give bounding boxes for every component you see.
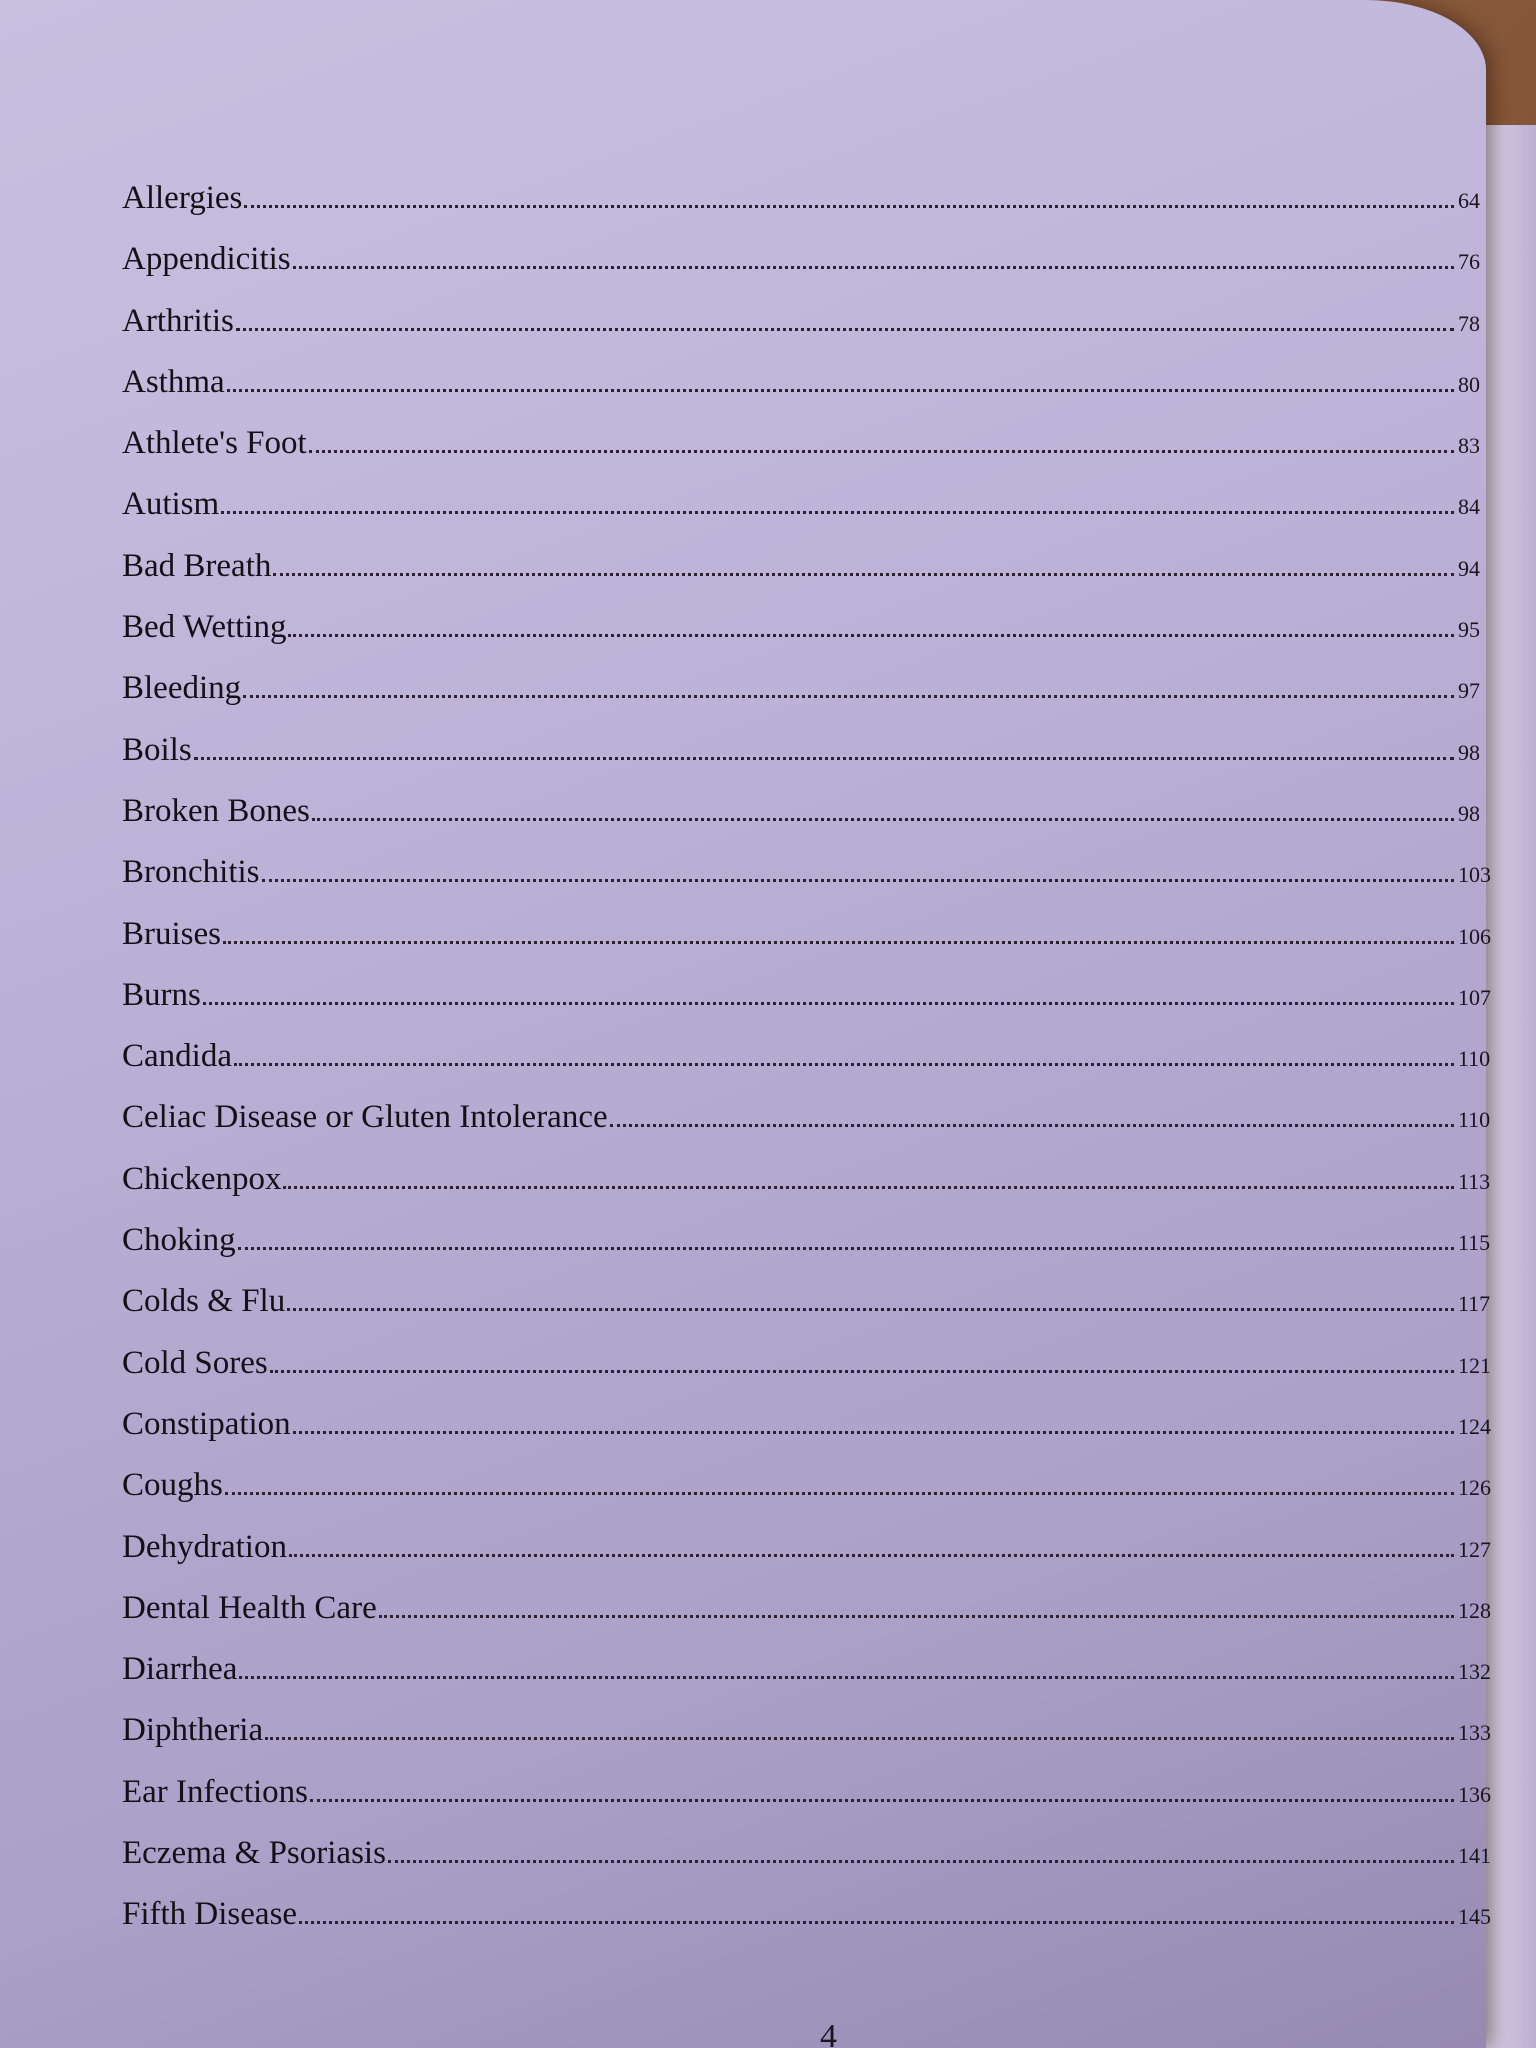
- toc-entry-page: 128: [1458, 1597, 1491, 1623]
- toc-entry: [122, 904, 1492, 965]
- toc-entry: [122, 1639, 1492, 1700]
- toc-entry-label: Eczema & Psoriasis: [122, 1835, 386, 1872]
- toc-entry: [122, 291, 1492, 352]
- toc-entry: [122, 1333, 1492, 1394]
- toc-entry-label: Diphtheria: [122, 1712, 264, 1749]
- toc-entry-page: 80: [1458, 371, 1480, 397]
- dot-leader: [309, 450, 1454, 453]
- toc-entry: [122, 1271, 1492, 1332]
- toc-entry-label: Broken Bones: [122, 792, 310, 829]
- page-number: 4: [820, 2018, 837, 2048]
- dot-leader: [239, 1676, 1454, 1679]
- toc-entry: [122, 1149, 1492, 1210]
- dot-leader: [227, 389, 1454, 392]
- toc-entry-label: Chickenpox: [122, 1160, 282, 1197]
- toc-entry-label: Burns: [122, 976, 201, 1013]
- toc-entry-page: 145: [1458, 1904, 1491, 1930]
- toc-entry-label: Cold Sores: [122, 1344, 268, 1381]
- toc-entry-label: Candida: [122, 1038, 232, 1075]
- toc-entry: [122, 1700, 1492, 1761]
- toc-entry-label: Coughs: [122, 1467, 223, 1504]
- toc-entry-label: Asthma: [122, 363, 225, 400]
- toc-entry-page: 110: [1458, 1046, 1491, 1072]
- dot-leader: [223, 941, 1454, 944]
- dot-leader: [262, 879, 1455, 882]
- toc-entry-label: Bruises: [122, 915, 221, 952]
- dot-leader: [310, 1799, 1454, 1802]
- dot-leader: [238, 1247, 1454, 1250]
- dot-leader: [265, 1737, 1454, 1740]
- toc-entry: [122, 168, 1492, 229]
- toc-entry: [122, 474, 1492, 535]
- toc-entry-page: 95: [1458, 617, 1480, 643]
- toc-entry-page: 110: [1458, 1107, 1491, 1133]
- toc-entry-page: 98: [1458, 739, 1480, 765]
- toc-entry-label: Boils: [122, 731, 192, 768]
- dot-leader: [610, 1124, 1454, 1127]
- toc-entry-label: Ear Infections: [122, 1773, 308, 1810]
- toc-entry-label: Celiac Disease or Gluten Intolerance: [122, 1099, 608, 1136]
- toc-entry: [122, 1210, 1492, 1271]
- toc-entry-page: 78: [1458, 310, 1480, 336]
- toc-entry-page: 126: [1458, 1475, 1491, 1501]
- toc-entry-label: Athlete's Foot: [122, 425, 307, 462]
- toc-entry: [122, 1087, 1492, 1148]
- toc-entry: [122, 1884, 1492, 1945]
- toc-entry: [122, 781, 1492, 842]
- toc-entry-label: Bed Wetting: [122, 609, 287, 646]
- toc-entry: [122, 352, 1492, 413]
- dot-leader: [388, 1860, 1454, 1863]
- dot-leader: [270, 1370, 1454, 1373]
- toc-entry-label: Colds & Flu: [122, 1283, 286, 1320]
- toc-entry-label: Allergies: [122, 180, 243, 216]
- toc-entry: [122, 1394, 1492, 1455]
- toc-entry: [122, 229, 1492, 290]
- toc-entry-page: 127: [1458, 1536, 1491, 1562]
- dot-leader: [288, 634, 1454, 637]
- toc-entry: [122, 1762, 1492, 1823]
- toc-entry-page: 83: [1458, 433, 1480, 459]
- toc-entry-page: 76: [1458, 249, 1480, 275]
- toc-entry-page: 133: [1458, 1720, 1491, 1746]
- toc-entry-label: Diarrhea: [122, 1651, 238, 1688]
- dot-leader: [293, 1431, 1454, 1434]
- dot-leader: [299, 1921, 1454, 1924]
- toc-entry-page: 141: [1458, 1843, 1491, 1869]
- dot-leader: [221, 511, 1454, 514]
- dot-leader: [194, 757, 1454, 760]
- toc-entry-label: Bleeding: [122, 670, 242, 707]
- toc-entry-label: Fifth Disease: [122, 1896, 298, 1933]
- toc-entry-label: Arthritis: [122, 302, 234, 339]
- toc-entry: [122, 1517, 1492, 1578]
- toc-entry: [122, 842, 1492, 903]
- toc-entry: [122, 1578, 1492, 1639]
- toc-entry-label: Dental Health Care: [122, 1589, 377, 1626]
- dot-leader: [312, 818, 1454, 821]
- toc-entry-page: 132: [1458, 1659, 1491, 1685]
- dot-leader: [287, 1308, 1454, 1311]
- toc-entry: [122, 1026, 1492, 1087]
- toc-entry: [122, 1455, 1492, 1516]
- dot-leader: [293, 266, 1454, 269]
- toc-entry-page: 113: [1458, 1168, 1491, 1194]
- toc-entry-page: 115: [1458, 1230, 1491, 1256]
- toc-entry-page: 106: [1458, 923, 1491, 949]
- toc-entry-page: 64: [1458, 188, 1480, 213]
- dot-leader: [203, 1002, 1454, 1005]
- toc-entry-page: 103: [1458, 862, 1491, 888]
- dot-leader: [225, 1492, 1454, 1495]
- toc-entry-page: 121: [1458, 1352, 1491, 1378]
- toc-entry-page: 117: [1458, 1291, 1491, 1317]
- dot-leader: [234, 1063, 1454, 1066]
- toc-entry-page: 94: [1458, 555, 1480, 581]
- toc-entry-label: Appendicitis: [122, 241, 291, 278]
- dot-leader: [273, 573, 1454, 576]
- toc-entry-page: 98: [1458, 800, 1480, 826]
- dot-leader: [244, 205, 1454, 208]
- toc-entry-label: Choking: [122, 1222, 236, 1259]
- toc-entry: [122, 720, 1492, 781]
- dot-leader: [283, 1186, 1454, 1189]
- dot-leader: [243, 695, 1454, 698]
- next-page-edge: [1486, 125, 1536, 2048]
- toc-entry-label: Autism: [122, 486, 220, 523]
- toc-entry: [122, 413, 1492, 474]
- toc-entry: [122, 597, 1492, 658]
- toc-entry-label: Bad Breath: [122, 547, 272, 584]
- dot-leader: [379, 1615, 1454, 1618]
- toc-entry: [122, 536, 1492, 597]
- toc-entry-page: 136: [1458, 1781, 1491, 1807]
- toc-entry: [122, 658, 1492, 719]
- dot-leader: [236, 328, 1454, 331]
- toc-entry-page: 84: [1458, 494, 1480, 520]
- toc-entry: [122, 965, 1492, 1026]
- table-of-contents: [122, 168, 1492, 1946]
- toc-entry-label: Bronchitis: [122, 854, 260, 891]
- toc-entry: [122, 1823, 1492, 1884]
- toc-entry-label: Constipation: [122, 1405, 291, 1442]
- toc-entry-page: 107: [1458, 984, 1491, 1010]
- toc-entry-label: Dehydration: [122, 1528, 287, 1565]
- dot-leader: [289, 1554, 1454, 1557]
- toc-entry-page: 97: [1458, 678, 1480, 704]
- toc-entry-page: 124: [1458, 1413, 1491, 1439]
